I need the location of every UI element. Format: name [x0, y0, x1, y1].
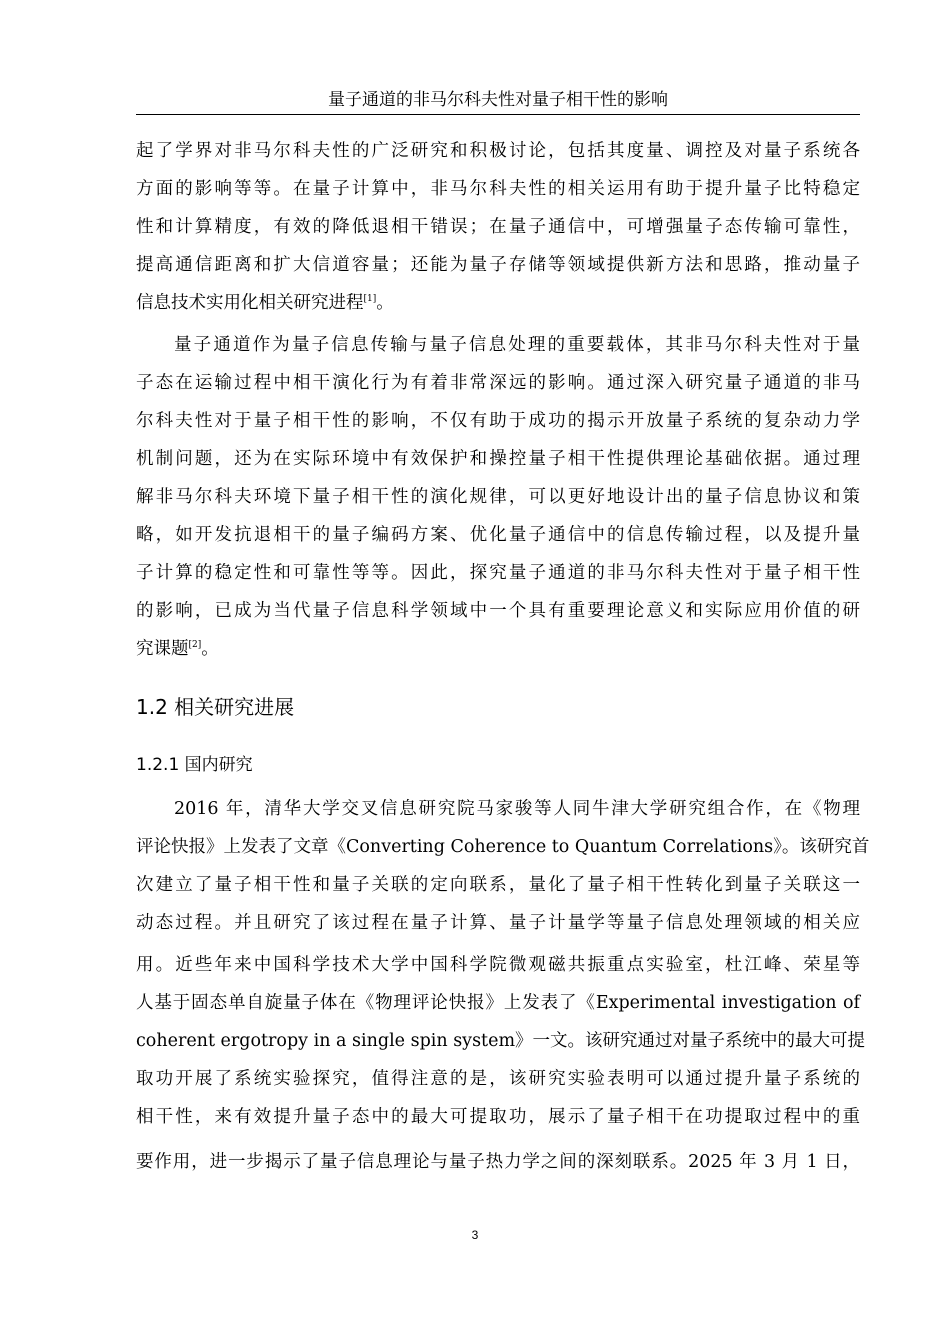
paragraph-line: 人基于固态单自旋量子体在《物理评论快报》上发表了《Experimental investigation of: [136, 993, 860, 1013]
paragraph-line: 的影响，已成为当代量子信息科学领域中一个具有重要理论意义和实际应用价值的研: [136, 601, 860, 621]
paragraph-line: 量子通道作为量子信息传输与量子信息处理的重要载体，其非马尔科夫性对于量: [174, 335, 860, 355]
paragraph-line: 评论快报》上发表了文章《Converting Coherence to Quantum Correlations》。该研究首: [136, 837, 870, 857]
paragraph-line: 相干性，来有效提升量子态中的最大可提取功，展示了量子相干在功提取过程中的重: [136, 1107, 860, 1127]
header-rule: [136, 114, 860, 115]
citation-ref: [2]: [188, 640, 202, 650]
paragraph-line: 子态在运输过程中相干演化行为有着非常深远的影响。通过深入研究量子通道的非马: [136, 373, 860, 393]
paragraph-text: 。: [201, 639, 219, 659]
paragraph-line: 解非马尔科夫环境下量子相干性的演化规律，可以更好地设计出的量子信息协议和策: [136, 487, 860, 507]
section-heading: 1.2 相关研究进展: [136, 695, 295, 719]
page-number: 3: [471, 1228, 479, 1242]
paragraph-line: 用。近些年来中国科学技术大学中国科学院微观磁共振重点实验室，杜江峰、荣星等: [136, 955, 860, 975]
running-header: 量子通道的非马尔科夫性对量子相干性的影响: [328, 90, 668, 110]
paragraph-line: 性和计算精度，有效的降低退相干错误；在量子通信中，可增强量子态传输可靠性，: [136, 217, 860, 237]
paragraph-line: 尔科夫性对于量子相干性的影响，不仅有助于成功的揭示开放量子系统的复杂动力学: [136, 411, 860, 431]
paragraph-line: 机制问题，还为在实际环境中有效保护和操控量子相干性提供理论基础依据。通过理: [136, 449, 860, 469]
paragraph-line: 子计算的稳定性和可靠性等等。因此，探究量子通道的非马尔科夫性对于量子相干性: [136, 563, 860, 583]
paragraph-line: 要作用，进一步揭示了量子信息理论与量子热力学之间的深刻联系。2025 年 3 月 1 日，: [136, 1152, 860, 1172]
paragraph-line: coherent ergotropy in a single spin system》一文。该研究通过对量子系统中的最大可提: [136, 1031, 866, 1051]
paragraph-line: [136, 289, 860, 317]
paragraph-line: [136, 635, 860, 663]
paragraph-text: 。: [376, 293, 394, 313]
paragraph-line: 次建立了量子相干性和量子关联的定向联系，量化了量子相干性转化到量子关联这一: [136, 875, 860, 895]
citation-ref: [1]: [363, 294, 377, 304]
subsection-heading: 1.2.1 国内研究: [136, 755, 253, 775]
paragraph-text: 究课题: [136, 639, 189, 659]
paragraph-line: 提高通信距离和扩大信道容量；还能为量子存储等领域提供新方法和思路，推动量子: [136, 255, 860, 275]
paragraph-text: 信息技术实用化相关研究进程: [136, 293, 364, 313]
paragraph-line: 动态过程。并且研究了该过程在量子计算、量子计量学等量子信息处理领域的相关应: [136, 913, 860, 933]
paragraph-line: 略，如开发抗退相干的量子编码方案、优化量子通信中的信息传输过程，以及提升量: [136, 525, 860, 545]
paragraph-line: 2016 年，清华大学交叉信息研究院马家骏等人同牛津大学研究组合作，在《物理: [174, 799, 860, 819]
paragraph-line: 方面的影响等等。在量子计算中，非马尔科夫性的相关运用有助于提升量子比特稳定: [136, 179, 860, 199]
paragraph-line: 起了学界对非马尔科夫性的广泛研究和积极讨论，包括其度量、调控及对量子系统各: [136, 141, 860, 161]
paragraph-line: 取功开展了系统实验探究，值得注意的是，该研究实验表明可以通过提升量子系统的: [136, 1069, 860, 1089]
